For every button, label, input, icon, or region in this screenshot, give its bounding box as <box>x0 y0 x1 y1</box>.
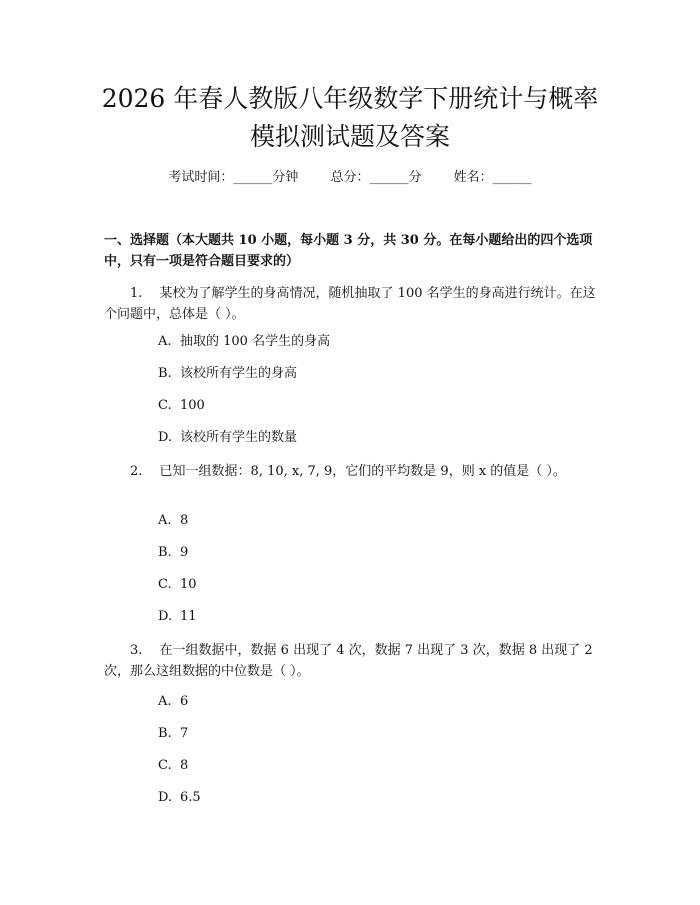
question-2-option-a <box>158 512 578 530</box>
option-letter: D. <box>158 609 173 624</box>
option-letter: B. <box>158 545 172 560</box>
option-letter: B. <box>158 366 172 381</box>
question-number: 1. <box>130 286 143 301</box>
question-number: 3. <box>130 643 143 658</box>
question-3-option-a <box>158 693 578 711</box>
question-3-option-d <box>158 789 578 807</box>
title-line-2: 模拟测试题及答案 <box>249 122 450 151</box>
option-text: 10 <box>180 577 197 592</box>
option-text: 6 <box>180 694 189 709</box>
option-text: 9 <box>180 545 189 560</box>
question-2 <box>104 461 599 482</box>
option-letter: C. <box>158 577 172 592</box>
option-text: 该校所有学生的身高 <box>180 366 298 381</box>
question-number: 2. <box>130 464 143 479</box>
question-2-option-c <box>158 576 578 594</box>
option-letter: A. <box>158 513 172 528</box>
option-letter: C. <box>158 758 172 773</box>
question-stem: 在一组数据中，数据 6 出现了 4 次，数据 7 出现了 3 次，数据 8 出现了 2 次，那么这组数据的中位数是（ ）。 <box>104 643 593 679</box>
document-title <box>0 80 700 156</box>
option-text: 100 <box>180 398 205 413</box>
question-1-option-a <box>158 333 578 351</box>
question-2-option-b <box>158 544 578 562</box>
option-letter: D. <box>158 430 173 445</box>
option-text: 8 <box>180 513 189 528</box>
option-text: 该校所有学生的数量 <box>180 430 298 445</box>
question-stem: 某校为了解学生的身高情况，随机抽取了 100 名学生的身高进行统计。在这个问题中，总体是（ ）。 <box>104 286 596 322</box>
option-text: 8 <box>180 758 189 773</box>
total-score-field: 总分：______分 <box>330 170 422 185</box>
option-text: 11 <box>180 609 197 624</box>
question-3-option-c <box>158 757 578 775</box>
section-heading: 一、选择题（本大题共 10 小题，每小题 3 分，共 30 分。在每小题给出的四个选项中，只有一项是符合题目要求的） <box>104 233 593 269</box>
question-3 <box>104 640 599 682</box>
question-1-option-c <box>158 397 578 415</box>
student-name-field: 姓名：______ <box>453 170 532 185</box>
option-letter: B. <box>158 726 172 741</box>
exam-time-field: 考试时间：______分钟 <box>168 170 299 185</box>
question-3-option-b <box>158 725 578 743</box>
question-1-option-b <box>158 365 578 383</box>
title-line-1: 2026 年春人教版八年级数学下册统计与概率 <box>101 84 599 113</box>
question-stem: 已知一组数据：8, 10, x, 7, 9，它们的平均数是 9，则 x 的值是（ ）。 <box>159 464 566 479</box>
option-letter: C. <box>158 398 172 413</box>
option-text: 7 <box>180 726 189 741</box>
option-letter: A. <box>158 334 172 349</box>
option-text: 6.5 <box>180 790 201 805</box>
question-2-option-d <box>158 608 578 626</box>
option-letter: D. <box>158 790 173 805</box>
question-1 <box>104 283 599 325</box>
option-text: 抽取的 100 名学生的身高 <box>180 334 331 349</box>
question-1-option-d <box>158 429 578 447</box>
exam-info-row <box>0 169 700 187</box>
option-letter: A. <box>158 694 172 709</box>
